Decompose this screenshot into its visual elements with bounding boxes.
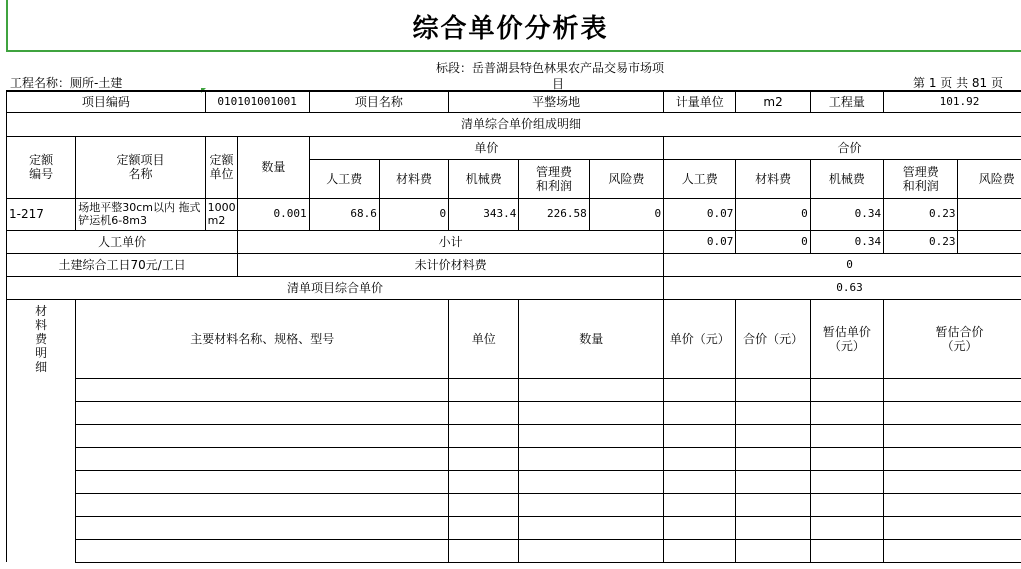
table-row [7,447,1021,470]
header-t-risk: 风险费 [958,159,1021,198]
item-code: 010101001001 [205,91,309,112]
unpriced-row [7,253,1021,276]
material-side-label: 材 料 费 明 细 [7,299,76,562]
table-row [7,493,1021,516]
unpriced-label: 未计价材料费 [238,253,664,276]
item-name: 平整场地 [449,91,664,112]
labor-rate: 土建综合工日70元/工日 [7,253,238,276]
header-total-price: 合价 [664,136,1021,159]
unpriced-value: 0 [664,253,1021,276]
header-u-risk: 风险费 [589,159,663,198]
item-qty-label: 工程量 [810,91,883,112]
labor-price-label: 人工单价 [7,230,238,253]
item-unit: m2 [736,91,810,112]
detail-title-row [7,112,1021,136]
header-quota-name: 定额项目 名称 [76,136,205,198]
detail-title: 清单综合单价组成明细 [7,112,1021,136]
row-u-risk: 0 [589,198,663,230]
material-est-total-header: 暂估合价 （元） [884,299,1021,378]
table-row [7,378,1021,401]
material-est-price-header: 暂估单价 （元） [810,299,883,378]
project-name: 工程名称：厕所-土建 [10,76,123,90]
table-row [7,539,1021,562]
material-qty-header: 数量 [519,299,664,378]
header-u-labor: 人工费 [309,159,379,198]
material-price-header: 单价（元） [664,299,736,378]
material-header-row [7,299,1021,378]
row-qty: 0.001 [238,198,309,230]
item-unit-label: 计量单位 [664,91,736,112]
subtotal-label: 小计 [238,230,664,253]
row-u-machine: 343.4 [449,198,519,230]
header-u-material: 材料费 [379,159,448,198]
header-quota-unit: 定额 单位 [205,136,238,198]
header-quantity: 数量 [238,136,309,198]
subtotal-risk [958,230,1021,253]
table-row [7,470,1021,493]
row-quota-unit: 1000 m2 [205,198,238,230]
page-title: 综合单价分析表 [412,14,609,44]
row-quota-no: 1-217 [7,198,76,230]
table-row [7,401,1021,424]
material-total-header: 合价（元） [736,299,810,378]
material-name-header: 主要材料名称、规格、型号 [76,299,449,378]
subtotal-machine: 0.34 [810,230,883,253]
header-t-material: 材料费 [736,159,810,198]
subtotal-material: 0 [736,230,810,253]
item-code-label: 项目编码 [7,91,206,112]
row-t-labor: 0.07 [664,198,736,230]
header-row-1 [7,136,1021,159]
header-quota-no: 定额 编号 [7,136,76,198]
section-label: 标段：岳普湖县特色林果农产品交易市场项 [436,61,665,75]
table-row [7,516,1021,539]
header-unit-price: 单价 [309,136,663,159]
header-u-mgmt: 管理费 和利润 [519,159,589,198]
row-t-material: 0 [736,198,810,230]
composite-value: 0.63 [664,276,1021,299]
composite-row [7,276,1021,299]
header-t-mgmt: 管理费 和利润 [884,159,958,198]
section-label-cont: 目 [552,77,565,91]
table-row [7,198,1021,230]
subtotal-mgmt: 0.23 [884,230,958,253]
item-qty: 101.92 [884,91,1021,112]
subtotal-labor: 0.07 [664,230,736,253]
row-quota-name: 场地平整30cm以内 拖式铲运机6-8m3 [76,198,205,230]
row-t-mgmt: 0.23 [884,198,958,230]
row-u-labor: 68.6 [309,198,379,230]
item-name-label: 项目名称 [309,91,449,112]
row-u-mgmt: 226.58 [519,198,589,230]
row-t-machine: 0.34 [810,198,883,230]
header-t-machine: 机械费 [810,159,883,198]
header-t-labor: 人工费 [664,159,736,198]
header-u-machine: 机械费 [449,159,519,198]
item-row [7,91,1021,112]
material-unit-header: 单位 [449,299,519,378]
row-u-material: 0 [379,198,448,230]
page-indicator: 第 1 页 共 81 页 [913,76,1003,90]
subtotal-row [7,230,1021,253]
row-t-risk [958,198,1021,230]
table-row [7,424,1021,447]
unit-price-table [6,90,1021,563]
composite-label: 清单项目综合单价 [7,276,664,299]
